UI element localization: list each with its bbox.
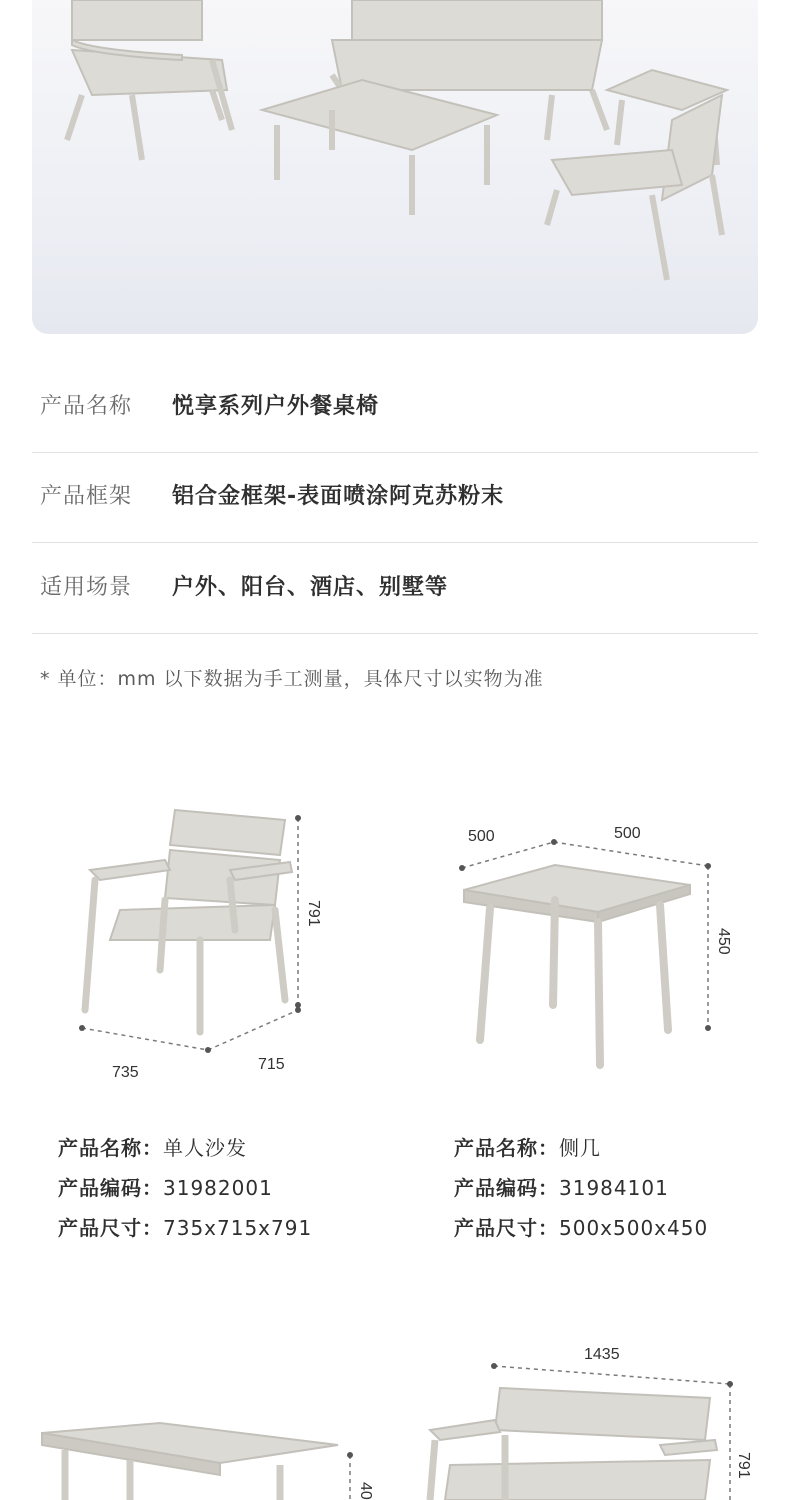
size-key: 产品尺寸： — [454, 1216, 559, 1240]
double-sofa-image — [420, 1360, 740, 1500]
hero-product-photo — [32, 0, 758, 334]
side-table-image — [450, 830, 730, 1080]
spec-row-name — [32, 362, 758, 453]
product-name: 侧几 — [559, 1136, 601, 1160]
size-key: 产品尺寸： — [58, 1216, 163, 1240]
spec-value: 悦享系列户外餐桌椅 — [172, 394, 380, 419]
spec-label: 产品框架 — [40, 484, 133, 509]
coffee-table-height-label: 40 — [357, 1482, 374, 1500]
double-sofa-height-label: 791 — [735, 1452, 752, 1479]
side-table-width-label: 500 — [468, 828, 495, 845]
code-key: 产品编码： — [454, 1176, 559, 1200]
spec-value: 户外、阳台、酒店、别墅等 — [172, 575, 449, 600]
product-code: 31982001 — [163, 1176, 273, 1200]
side-table-height-label: 450 — [715, 928, 732, 955]
furniture-set-illustration — [32, 0, 758, 334]
product-size: 500x500x450 — [559, 1216, 709, 1240]
code-key: 产品编码： — [58, 1176, 163, 1200]
spec-value: 铝合金框架-表面喷涂阿克苏粉末 — [172, 484, 505, 509]
sofa-width-label: 735 — [112, 1064, 139, 1081]
double-sofa-width-label: 1435 — [584, 1346, 620, 1363]
single-sofa-image — [70, 800, 330, 1080]
product-size: 735x715x791 — [163, 1216, 313, 1240]
name-key: 产品名称： — [58, 1136, 163, 1160]
spec-row-scenes — [32, 543, 758, 634]
spec-label: 产品名称 — [40, 394, 133, 419]
product-info-sofa — [58, 1128, 312, 1248]
measurement-note: * 单位：mm 以下数据为手工测量，具体尺寸以实物为准 — [40, 668, 544, 690]
side-table-depth-label: 500 — [614, 825, 641, 842]
product-info-side-table — [454, 1128, 708, 1248]
sofa-height-label: 791 — [305, 900, 322, 927]
sofa-depth-label: 715 — [258, 1056, 285, 1073]
name-key: 产品名称： — [454, 1136, 559, 1160]
coffee-table-image — [40, 1415, 380, 1500]
product-code: 31984101 — [559, 1176, 669, 1200]
spec-label: 适用场景 — [40, 575, 133, 600]
spec-row-frame — [32, 452, 758, 543]
product-name: 单人沙发 — [163, 1136, 247, 1160]
